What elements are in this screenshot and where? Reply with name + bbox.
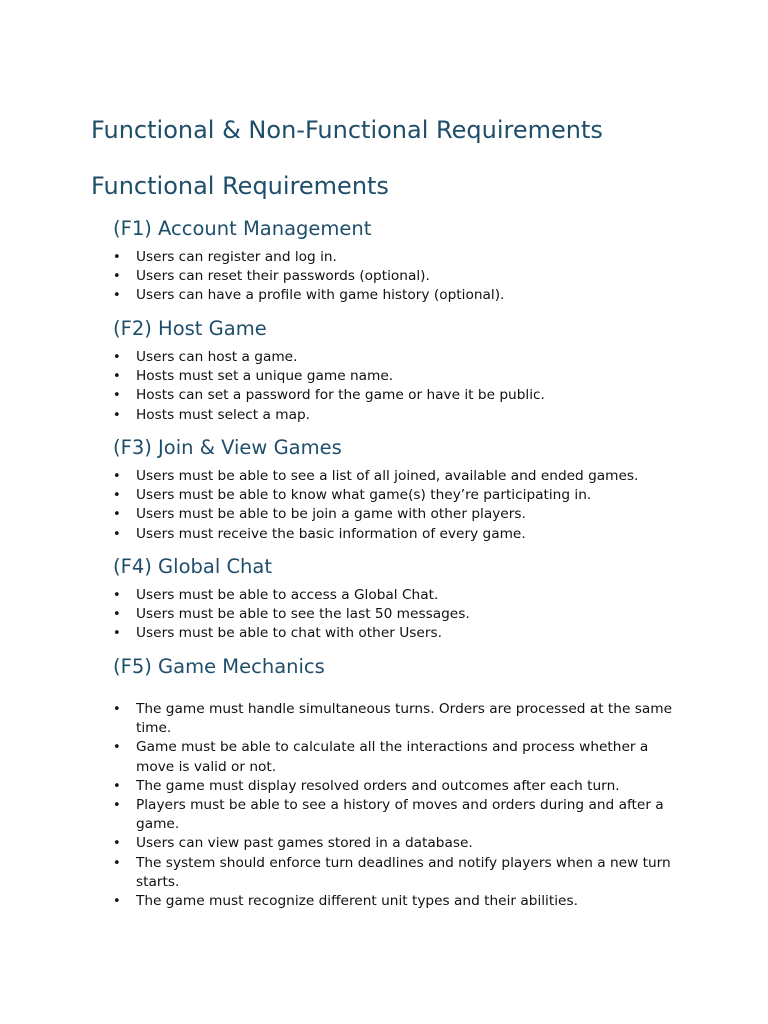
list-item-text: Hosts must set a unique game name. [136,368,394,385]
list-item [113,467,683,486]
list-item-text: Users must be able to chat with other Users. [136,625,442,642]
list-item [113,386,683,405]
bullet-icon: • [113,855,121,871]
bullet-icon: • [113,588,121,603]
list-item-text: Users can register and log in. [136,249,337,265]
list-item [113,777,683,796]
list-item-text: The system should enforce turn deadlines and notify players when a new turn starts. [136,854,671,890]
subsection-heading-f5: (F5) Game Mechanics [113,655,325,678]
list-item-text: The game must recognize different unit types and their abilities. [136,893,578,910]
list-item-text: Users can have a profile with game history (optional). [136,287,505,304]
list-item [113,624,683,643]
list-item [113,505,683,524]
bullet-icon: • [113,269,121,285]
bullet-icon: • [113,488,121,504]
bullet-icon: • [113,836,121,852]
list-item-text: The game must handle simultaneous turns. Orders are processed at the same time. [136,701,673,737]
list-item-text: Players must be able to see a history of moves and orders during and after a game. [136,797,664,833]
subsection-heading-f4: (F4) Global Chat [113,555,273,578]
list-item [113,367,683,386]
bullet-icon: • [113,607,121,623]
subsection-heading-f2: (F2) Host Game [113,317,267,340]
list-item [113,267,683,286]
list-item [113,605,683,624]
list-item-text: Users must be able to see the last 50 messages. [136,606,470,623]
list-item-text: Users must be able to see a list of all joined, available and ended games. [136,468,639,484]
list-item [113,586,683,605]
bullet-icon: • [113,507,121,523]
list-item [113,738,683,776]
section-title: Functional Requirements [91,172,389,200]
list-item-text: Game must be able to calculate all the interactions and process whether a move is valid or not. [136,739,649,775]
list-item-text: Users must receive the basic information of every game. [136,525,526,542]
bullet-list-f4 [113,586,683,644]
bullet-icon: • [113,626,121,642]
list-item-text: The game must display resolved orders and outcomes after each turn. [136,777,620,794]
list-item-text: Users can reset their passwords (optional). [136,268,430,285]
list-item-text: Users can host a game. [136,349,298,365]
bullet-list-f1 [113,248,683,306]
bullet-icon: • [113,350,121,365]
list-item-text: Users must be able to know what game(s) they’re participating in. [136,487,592,504]
bullet-icon: • [113,388,121,404]
list-item-text: Hosts can set a password for the game or have it be public. [136,387,545,404]
bullet-icon: • [113,407,121,423]
list-item [113,286,683,305]
bullet-icon: • [113,702,121,717]
bullet-icon: • [113,250,121,265]
document-title: Functional & Non-Functional Requirements [91,116,603,144]
list-item [113,834,683,853]
list-item-text: Users must be able to access a Global Chat. [136,587,439,603]
list-item [113,854,683,892]
list-item [113,892,683,911]
subsection-heading-f1: (F1) Account Management [113,217,372,240]
bullet-icon: • [113,740,121,756]
bullet-icon: • [113,469,121,484]
list-item-text: Users can view past games stored in a database. [136,835,473,852]
list-item-text: Users must be able to be join a game with other players. [136,506,526,523]
bullet-icon: • [113,778,121,794]
bullet-list-f2 [113,348,683,425]
list-item-text: Hosts must select a map. [136,406,311,423]
bullet-icon: • [113,288,121,304]
list-item [113,486,683,505]
list-item [113,796,683,834]
list-item [113,248,683,267]
bullet-icon: • [113,369,121,385]
bullet-list-f3 [113,467,683,544]
bullet-list-f5 [113,700,683,911]
list-item [113,700,683,738]
subsection-heading-f3: (F3) Join & View Games [113,436,342,459]
list-item [113,406,683,425]
list-item [113,525,683,544]
bullet-icon: • [113,894,121,910]
bullet-icon: • [113,798,121,814]
bullet-icon: • [113,526,121,542]
list-item [113,348,683,367]
